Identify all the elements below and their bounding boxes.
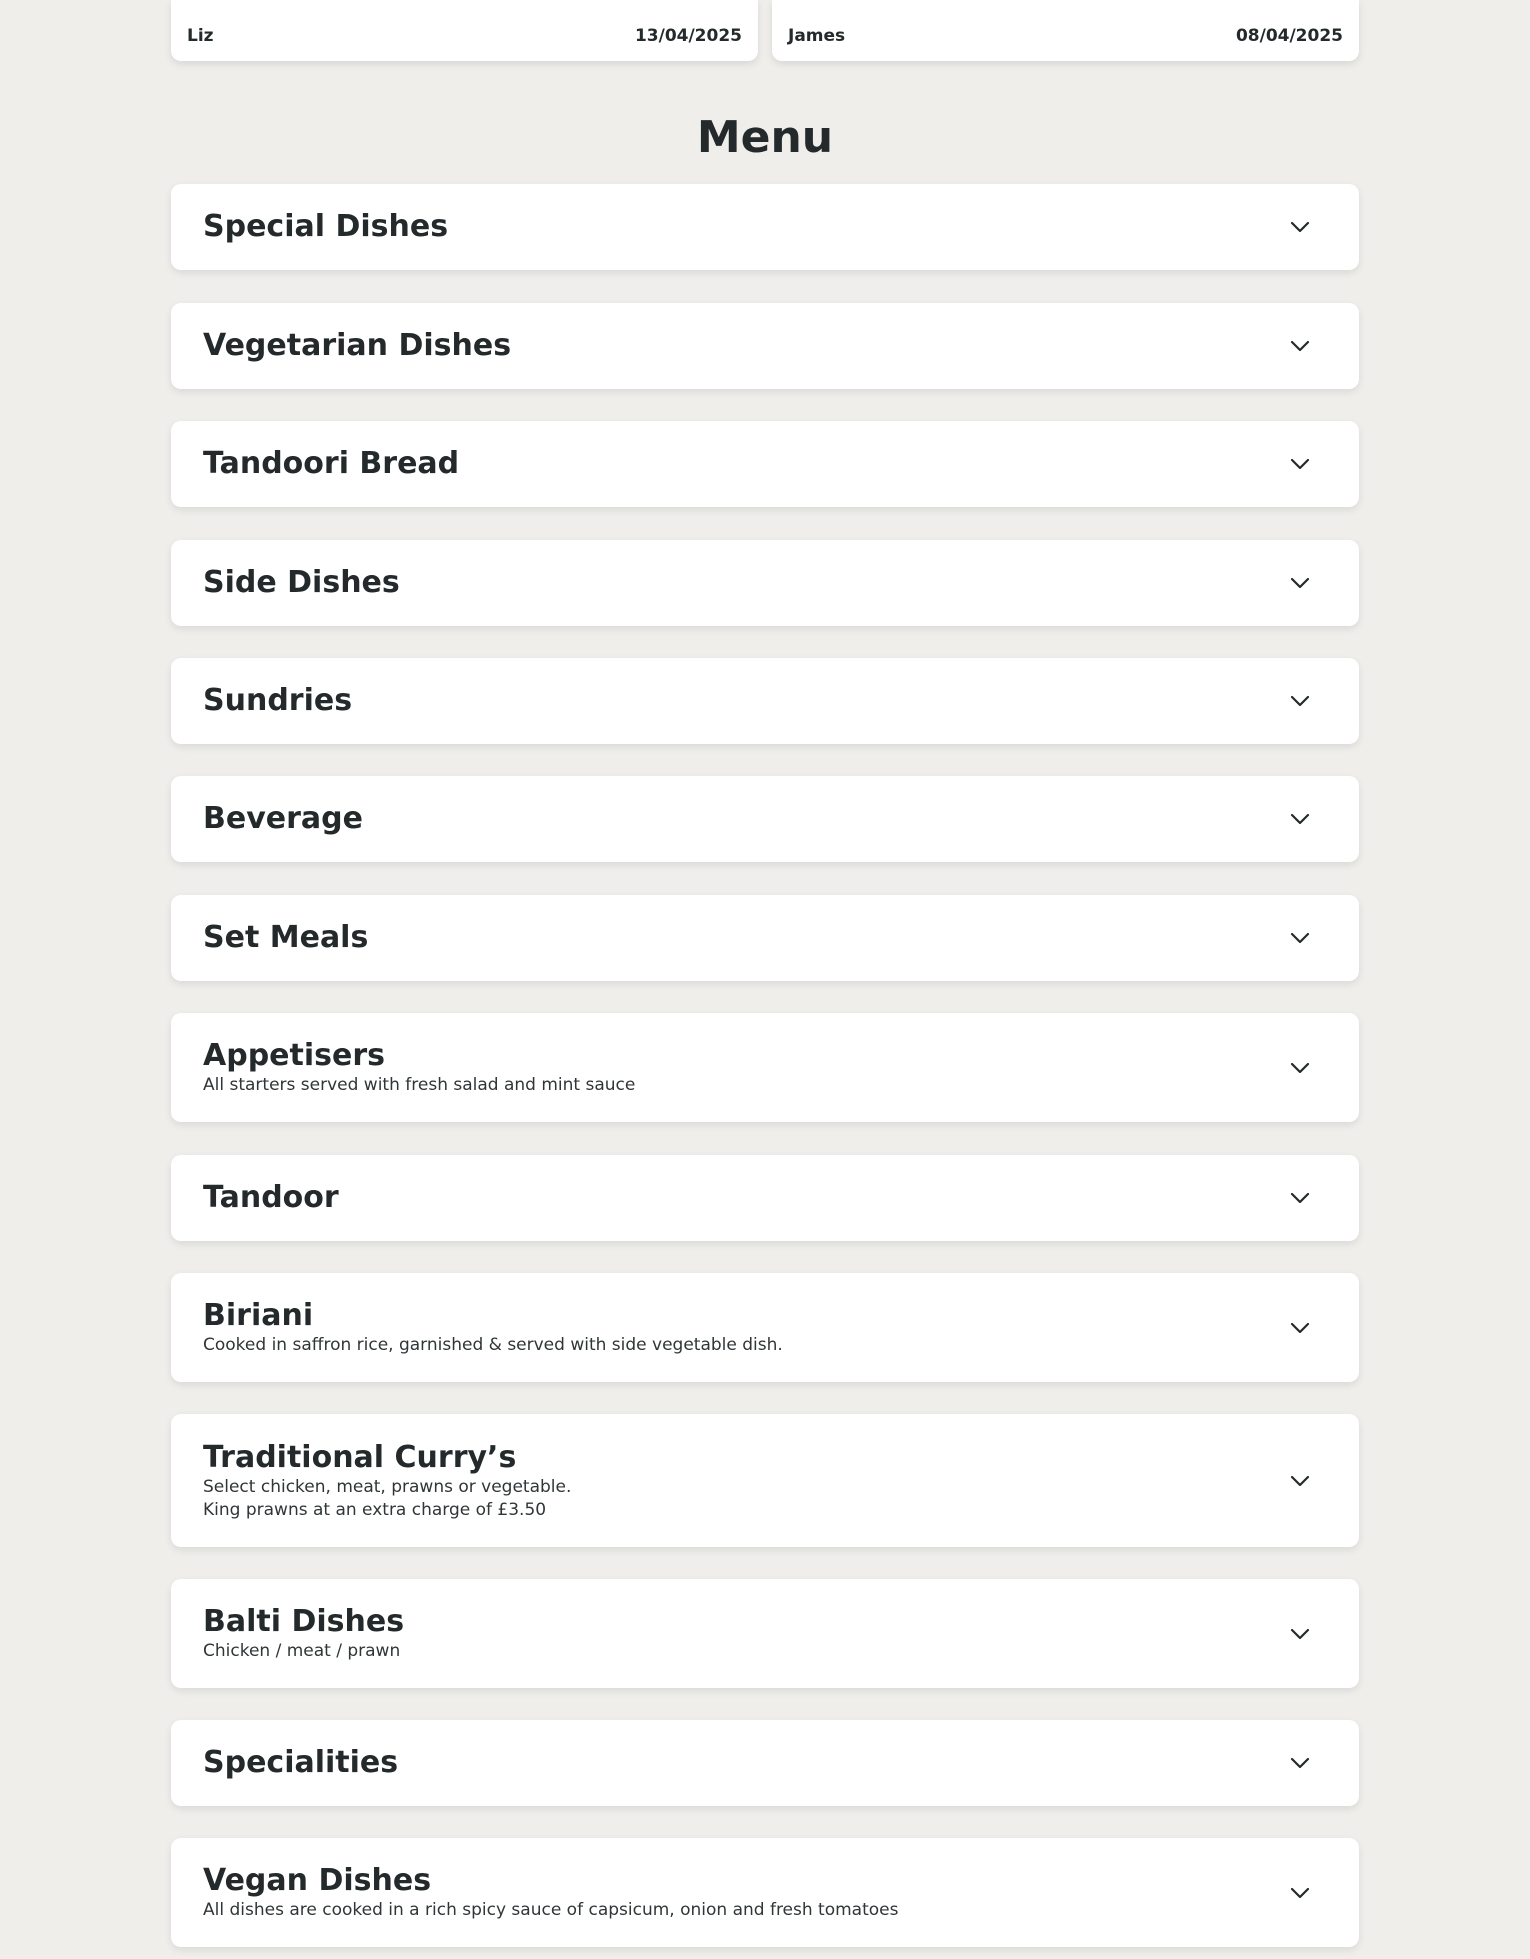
menu-category-tandoori-bread[interactable] [171,421,1359,507]
menu-category-description: Cooked in saffron rice, garnished & served with side vegetable dish. [203,1335,783,1355]
review-card [772,0,1359,61]
menu-category-name: Set Meals [203,920,369,955]
menu-category-name: Tandoori Bread [203,446,460,481]
menu-category-name: Specialities [203,1745,399,1780]
menu-category-name: Tandoor [203,1180,339,1215]
chevron-down-icon[interactable] [1289,216,1311,238]
page-content [171,0,1359,1920]
chevron-down-icon[interactable] [1289,453,1311,475]
chevron-down-icon[interactable] [1289,335,1311,357]
menu-category-vegetarian-dishes[interactable] [171,303,1359,389]
menu-category-balti-dishes[interactable] [171,1579,1359,1688]
menu-category-name: Biriani [203,1298,314,1333]
chevron-down-icon[interactable] [1289,1882,1311,1904]
menu-category-tandoor[interactable] [171,1155,1359,1241]
menu-category-set-meals[interactable] [171,895,1359,981]
chevron-down-icon[interactable] [1289,1187,1311,1209]
menu-category-side-dishes[interactable] [171,540,1359,626]
menu-category-appetisers[interactable] [171,1013,1359,1122]
chevron-down-icon[interactable] [1289,1623,1311,1645]
menu-category-name: Side Dishes [203,565,400,600]
review-date: 13/04/2025 [634,25,742,46]
menu-category-sundries[interactable] [171,658,1359,744]
chevron-down-icon[interactable] [1289,1317,1311,1339]
menu-category-name: Sundries [203,683,353,718]
menu-category-description: All starters served with fresh salad and mint sauce [203,1075,636,1095]
menu-category-name: Traditional Curry’s [203,1439,517,1475]
chevron-down-icon[interactable] [1289,927,1311,949]
menu-category-name: Balti Dishes [203,1604,405,1639]
menu-category-name: Vegetarian Dishes [203,328,512,363]
menu-category-name: Beverage [203,801,363,836]
menu-category-name: Vegan Dishes [203,1863,432,1898]
reviews-row [171,0,1359,61]
menu-category-traditional-currys[interactable] [171,1414,1359,1547]
chevron-down-icon[interactable] [1289,1470,1311,1492]
chevron-down-icon[interactable] [1289,1057,1311,1079]
menu-category-description: Select chicken, meat, prawns or vegetable. King prawns at an extra charge of £3.50 [203,1476,572,1520]
review-card [171,0,758,61]
menu-category-biriani[interactable] [171,1273,1359,1382]
review-author: Liz [187,25,214,46]
menu-category-name: Special Dishes [203,209,449,244]
menu-category-description: Chicken / meat / prawn [203,1641,401,1661]
chevron-down-icon[interactable] [1289,572,1311,594]
review-author: James [788,25,846,46]
menu-heading-wrap [171,106,1359,170]
menu-title: Menu [696,112,834,163]
chevron-down-icon[interactable] [1289,1752,1311,1774]
menu-category-beverage[interactable] [171,776,1359,862]
menu-category-description: All dishes are cooked in a rich spicy sauce of capsicum, onion and fresh tomatoes [203,1900,899,1920]
menu-category-special-dishes[interactable] [171,184,1359,270]
menu-category-vegan-dishes[interactable] [171,1838,1359,1947]
review-date: 08/04/2025 [1235,25,1343,46]
chevron-down-icon[interactable] [1289,690,1311,712]
menu-category-name: Appetisers [203,1038,385,1073]
chevron-down-icon[interactable] [1289,808,1311,830]
menu-category-specialities[interactable] [171,1720,1359,1806]
